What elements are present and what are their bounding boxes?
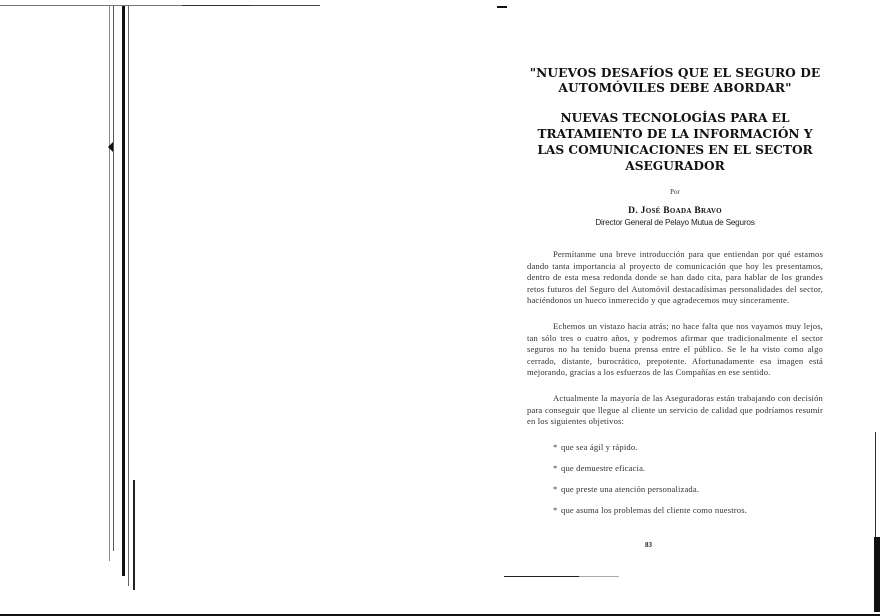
list-item-text: que sea ágil y rápido.	[561, 441, 638, 452]
body-paragraph: Echemos un vistazo hacia atrás; no hace falta que nos vayamos muy lejos, tan sólo tres o cuatro años, y podremos afirmar que tradicionalmente el sector seguros no ha tenido buena prensa entre el público. Se le ha visto como algo cerrado, distante, burocrático, prepotente. Afortunadamente esa imagen está mejorando, gracias a los esfuerzos de las Compañías en ese sentido.	[527, 320, 823, 378]
objectives-list	[527, 442, 823, 516]
document-title: "NUEVOS DESAFÍOS QUE EL SEGURO DE AUTOMÓVILES DEBE ABORDAR"	[529, 66, 821, 95]
author-name: D. José Boada Bravo	[628, 206, 722, 216]
by-label: Por	[670, 188, 680, 196]
body-paragraph: Actualmente la mayoría de las Aseguradoras están trabajando con decisión para conseguir que llegue al cliente un servicio de calidad que podríamos resumir en los siguientes objetivos:	[527, 392, 823, 427]
book-spine-edge	[113, 6, 114, 551]
page-number: 83	[645, 541, 652, 549]
asterisk-bullet-icon: *	[553, 462, 558, 473]
list-item-text: que preste una atención personalizada.	[561, 483, 700, 494]
book-spine-edge	[128, 6, 129, 586]
list-item-text: que demuestre eficacia.	[561, 462, 646, 473]
book-spine-edge	[109, 6, 110, 561]
scan-top-rule	[0, 5, 182, 6]
footer-rule	[504, 576, 579, 577]
page-edge	[875, 432, 876, 537]
author-affiliation: Director General de Pelayo Mutua de Seguros	[595, 218, 755, 227]
document-page	[527, 66, 823, 526]
scan-top-rule	[250, 5, 320, 6]
list-item	[527, 484, 823, 495]
body-paragraph: Permítanme una breve introducción para que entiendan por qué estamos dando tanta importancia al proyecto de comunicación que hoy les presentamos, dentro de esta mesa redonda donde se han dado cita, para hablar de los grandes retos futuros del Seguro del Automóvil destacadísimas personalidades del sector, haciéndonos un hueco inmerecido y que agradecemos muy sinceramente.	[527, 249, 823, 306]
book-spine-edge	[122, 6, 125, 576]
book-spine-edge	[133, 480, 135, 590]
list-item-text: que asuma los problemas del cliente como nuestros.	[561, 504, 748, 515]
document-subtitle: NUEVAS TECNOLOGÍAS PARA EL TRATAMIENTO DE LA INFORMACIÓN Y LAS COMUNICACIONES EN EL SECTOR ASEGURADOR	[537, 111, 813, 173]
page-edge	[874, 537, 880, 612]
scan-mark	[497, 6, 507, 8]
asterisk-bullet-icon: *	[553, 441, 558, 452]
asterisk-bullet-icon: *	[553, 504, 558, 515]
list-item	[527, 442, 823, 453]
list-item	[527, 505, 823, 516]
footer-rule	[579, 576, 619, 577]
spine-notch-mark	[108, 142, 113, 152]
list-item	[527, 463, 823, 474]
asterisk-bullet-icon: *	[553, 483, 558, 494]
